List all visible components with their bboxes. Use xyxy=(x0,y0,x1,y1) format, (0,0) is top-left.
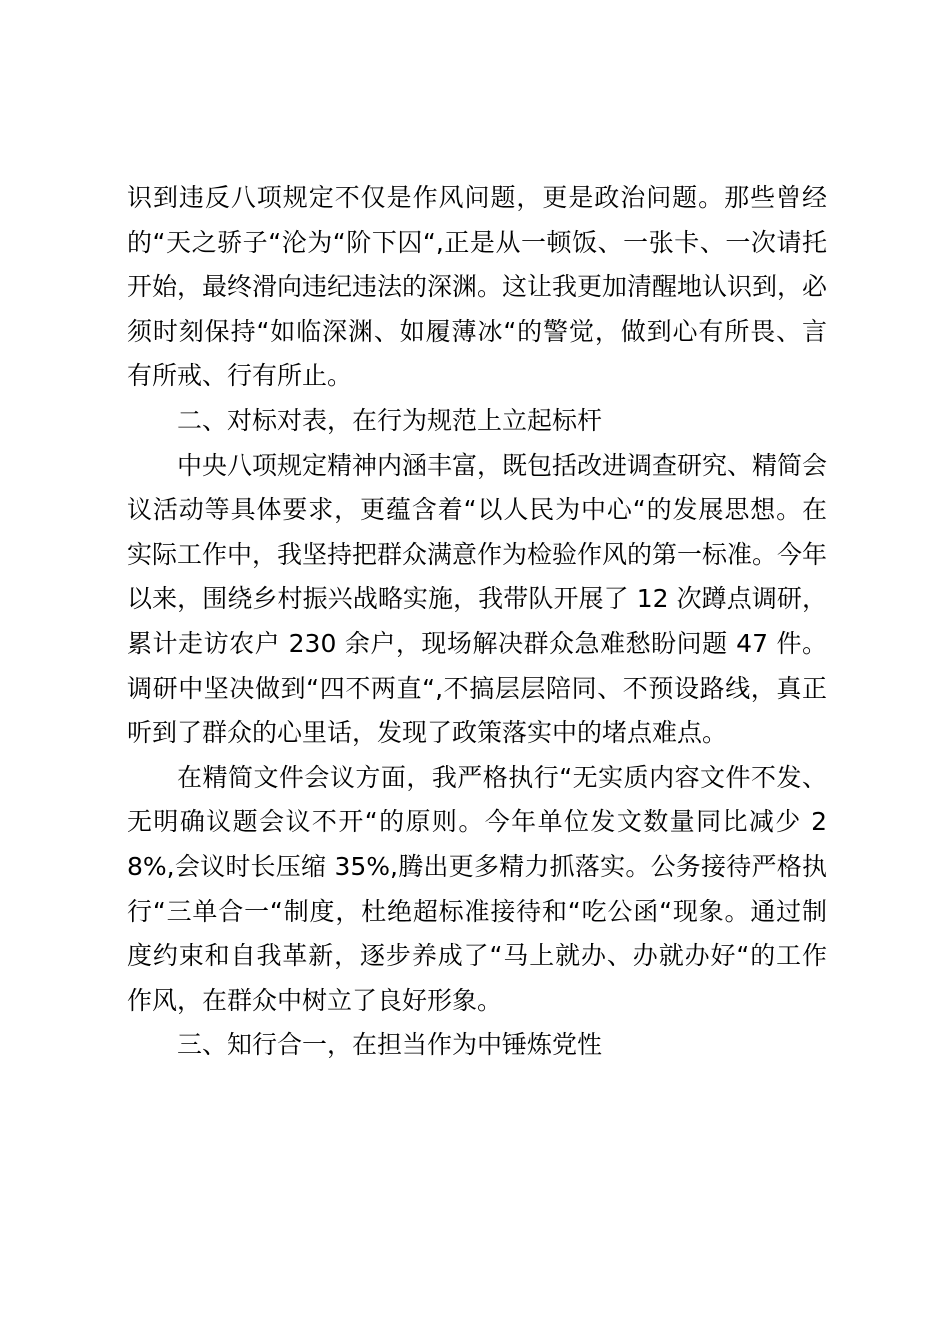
section-heading-2: 二、对标对表，在行为规范上立起标杆 xyxy=(177,405,603,435)
paragraph-research: 中央八项规定精神内涵丰富，既包括改进调查研究、精简会议活动等具体要求，更蕴含着“以人民为中心“的发展思想。在实际工作中，我坚持把群众满意作为检验作风的第一标准。今年以来，围绕乡村振兴战略实施，我带队开展了 12 次蹲点调研，累计走访农户 230 余户，现场解决群众急难愁盼问题 47 件。调研中坚决做到“四不两直“,不搞层层陪同、不预设路线，真正听到了群众的心里话，发现了政策落实中的堵点难点。 xyxy=(127,450,828,748)
document-body xyxy=(127,176,827,1068)
paragraph-continued: 识到违反八项规定不仅是作风问题，更是政治问题。那些曾经的“天之骄子“沦为“阶下囚“,正是从一顿饭、一张卡、一次请托开始，最终滑向违纪违法的深渊。这让我更加清醒地认识到，必须时刻保持“如临深渊、如履薄冰“的警觉，做到心有所畏、言有所戒、行有所止。 xyxy=(127,183,828,391)
section-heading-3: 三、知行合一，在担当作为中锤炼党性 xyxy=(177,1030,603,1060)
paragraph-meetings: 在精简文件会议方面，我严格执行“无实质内容文件不发、无明确议题会议不开“的原则。今年单位发文数量同比减少 28%,会议时长压缩 35%,腾出更多精力抓落实。公务接待严格执行“三单合一“制度，杜绝超标准接待和“吃公函“现象。通过制度约束和自我革新，逐步养成了“马上就办、办就办好“的工作作风，在群众中树立了良好形象。 xyxy=(127,762,827,1015)
